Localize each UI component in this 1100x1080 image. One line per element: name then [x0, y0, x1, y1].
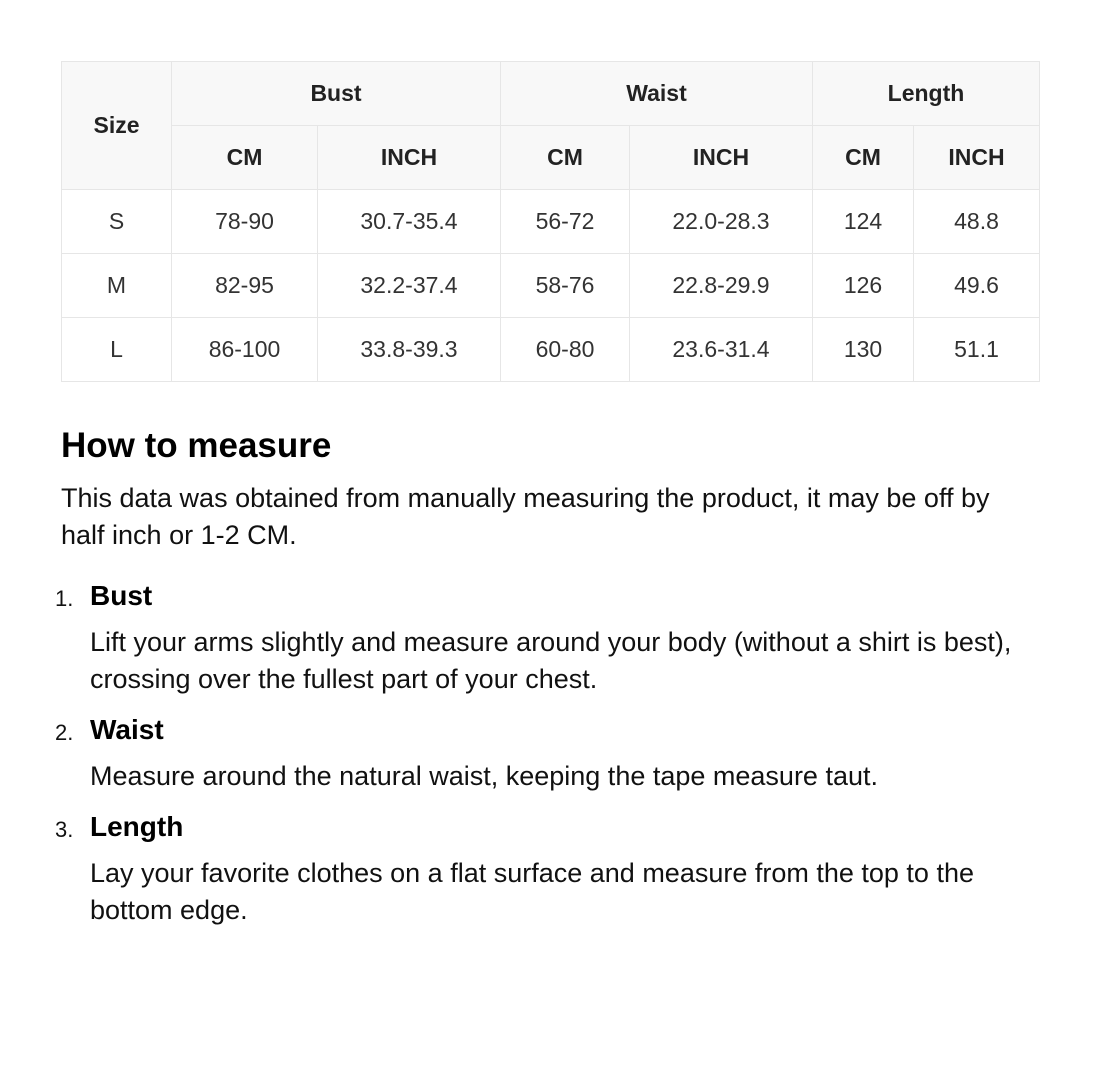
table-cell: 86-100: [172, 318, 318, 382]
table-cell: 130: [813, 318, 914, 382]
table-cell: 58-76: [501, 254, 630, 318]
step-title: Bust: [90, 580, 153, 611]
list-item: [55, 714, 1039, 795]
table-cell: 23.6-31.4: [630, 318, 813, 382]
table-cell: 78-90: [172, 190, 318, 254]
step-title: Waist: [90, 714, 164, 745]
size-cell: S: [62, 190, 172, 254]
table-header-row: [62, 62, 1040, 126]
step-description: Lay your favorite clothes on a flat surface and measure from the top to the bottom edge.: [90, 858, 974, 925]
table-row: [62, 190, 1040, 254]
size-cell: M: [62, 254, 172, 318]
bust-inch-header: INCH: [318, 126, 501, 190]
table-subheader-row: [62, 126, 1040, 190]
table-cell: 124: [813, 190, 914, 254]
step-title: Length: [90, 811, 184, 842]
table-cell: 48.8: [914, 190, 1040, 254]
measure-intro-text: This data was obtained from manually measuring the product, it may be off by half inch or 1-2 CM.: [61, 483, 990, 550]
table-cell: 22.0-28.3: [630, 190, 813, 254]
table-cell: 51.1: [914, 318, 1040, 382]
table-row: [62, 318, 1040, 382]
step-description: Lift your arms slightly and measure around your body (without a shirt is best), crossing over the fullest part of your chest.: [90, 627, 1012, 694]
waist-inch-header: INCH: [630, 126, 813, 190]
table-cell: 56-72: [501, 190, 630, 254]
step-number: 1.: [55, 586, 74, 611]
table-row: [62, 254, 1040, 318]
step-number: 3.: [55, 817, 74, 842]
size-column-header: Size: [62, 62, 172, 190]
table-cell: 126: [813, 254, 914, 318]
length-group-header: Length: [813, 62, 1040, 126]
table-cell: 30.7-35.4: [318, 190, 501, 254]
waist-cm-header: CM: [501, 126, 630, 190]
table-cell: 32.2-37.4: [318, 254, 501, 318]
size-chart-table: [61, 61, 1040, 382]
length-cm-header: CM: [813, 126, 914, 190]
waist-group-header: Waist: [501, 62, 813, 126]
table-cell: 22.8-29.9: [630, 254, 813, 318]
length-inch-header: INCH: [914, 126, 1040, 190]
table-cell: 82-95: [172, 254, 318, 318]
bust-group-header: Bust: [172, 62, 501, 126]
table-cell: 49.6: [914, 254, 1040, 318]
how-to-measure-heading: How to measure: [61, 426, 332, 465]
step-number: 2.: [55, 720, 74, 745]
step-description: Measure around the natural waist, keeping the tape measure taut.: [90, 761, 878, 791]
measure-steps-list: [55, 580, 1039, 929]
table-cell: 33.8-39.3: [318, 318, 501, 382]
list-item: [55, 811, 1039, 929]
list-item: [55, 580, 1039, 698]
table-cell: 60-80: [501, 318, 630, 382]
size-cell: L: [62, 318, 172, 382]
size-guide: [55, 61, 1039, 945]
bust-cm-header: CM: [172, 126, 318, 190]
